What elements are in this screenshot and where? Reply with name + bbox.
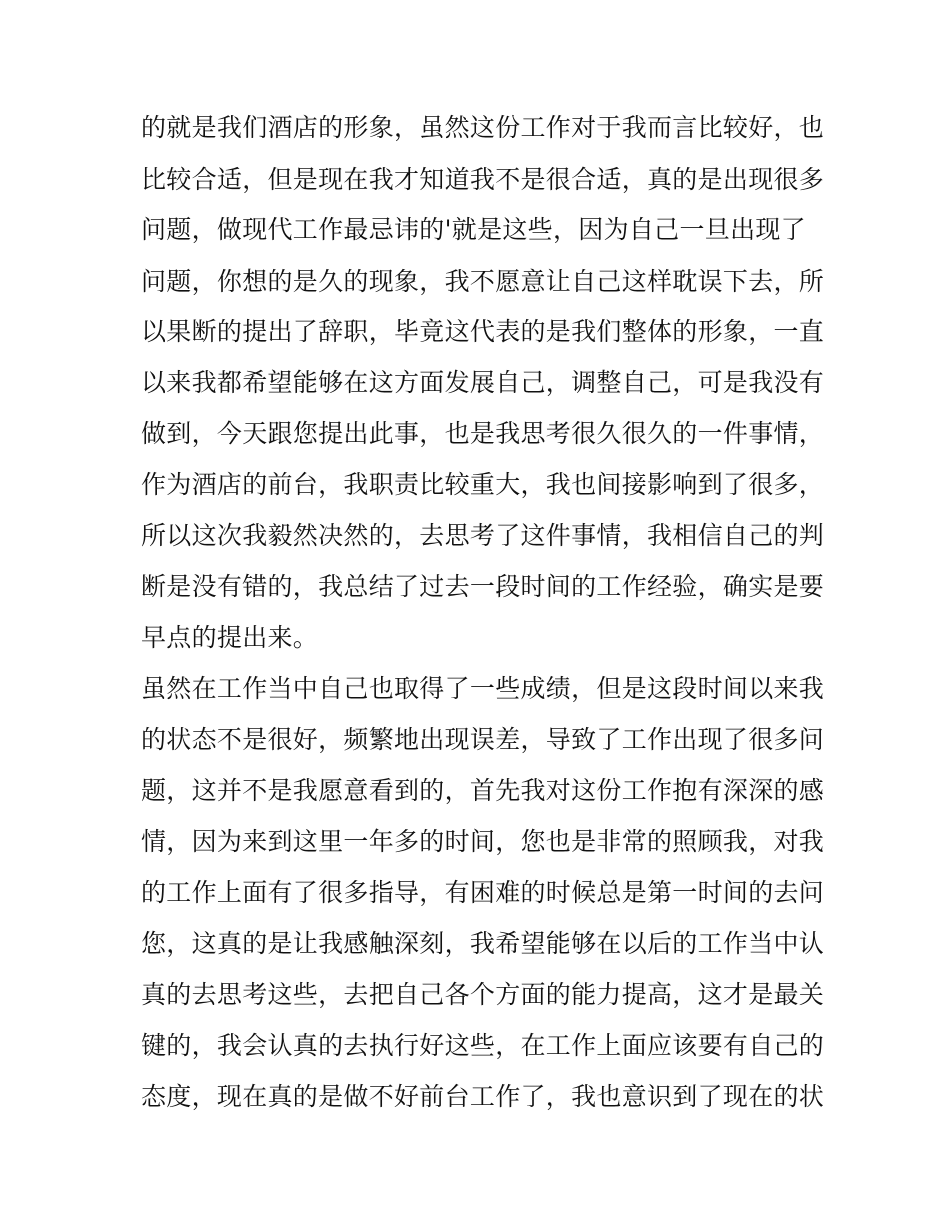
text-line: 的就是我们酒店的形象，虽然这份工作对于我而言比较好，也 bbox=[141, 113, 825, 142]
text-line: 以果断的提出了辞职，毕竟这代表的是我们整体的形象，一直 bbox=[141, 317, 825, 346]
text-line: 作为酒店的前台，我职责比较重大，我也间接影响到了很多， bbox=[141, 470, 825, 499]
text-line: 做到，今天跟您提出此事，也是我思考很久很久的一件事情， bbox=[141, 419, 825, 448]
text-line: 的状态不是很好，频繁地出现误差，导致了工作出现了很多问 bbox=[141, 725, 825, 754]
text-line: 情，因为来到这里一年多的时间，您也是非常的照顾我，对我 bbox=[141, 827, 825, 856]
text-line: 题，这并不是我愿意看到的，首先我对这份工作抱有深深的感 bbox=[141, 776, 825, 805]
text-line: 您，这真的是让我感触深刻，我希望能够在以后的工作当中认 bbox=[141, 929, 825, 958]
text-line: 虽然在工作当中自己也取得了一些成绩，但是这段时间以来我 bbox=[141, 674, 825, 703]
text-line: 问题，做现代工作最忌讳的'就是这些，因为自己一旦出现了 bbox=[141, 215, 806, 244]
text-line: 键的，我会认真的去执行好这些，在工作上面应该要有自己的 bbox=[141, 1031, 825, 1060]
text-line: 真的去思考这些，去把自己各个方面的能力提高，这才是最关 bbox=[141, 980, 825, 1009]
text-line: 态度，现在真的是做不好前台工作了，我也意识到了现在的状 bbox=[141, 1082, 825, 1111]
text-line: 的工作上面有了很多指导，有困难的时候总是第一时间的去问 bbox=[141, 878, 825, 907]
text-line: 问题，你想的是久的现象，我不愿意让自己这样耽误下去，所 bbox=[141, 267, 825, 296]
text-line: 比较合适，但是现在我才知道我不是很合适，真的是出现很多 bbox=[141, 165, 825, 194]
text-line: 以来我都希望能够在这方面发展自己，调整自己，可是我没有 bbox=[141, 368, 825, 397]
text-line: 断是没有错的，我总结了过去一段时间的工作经验，确实是要 bbox=[141, 572, 825, 601]
text-line: 所以这次我毅然决然的，去思考了这件事情，我相信自己的判 bbox=[141, 521, 825, 550]
text-line: 早点的提出来。 bbox=[141, 623, 319, 652]
